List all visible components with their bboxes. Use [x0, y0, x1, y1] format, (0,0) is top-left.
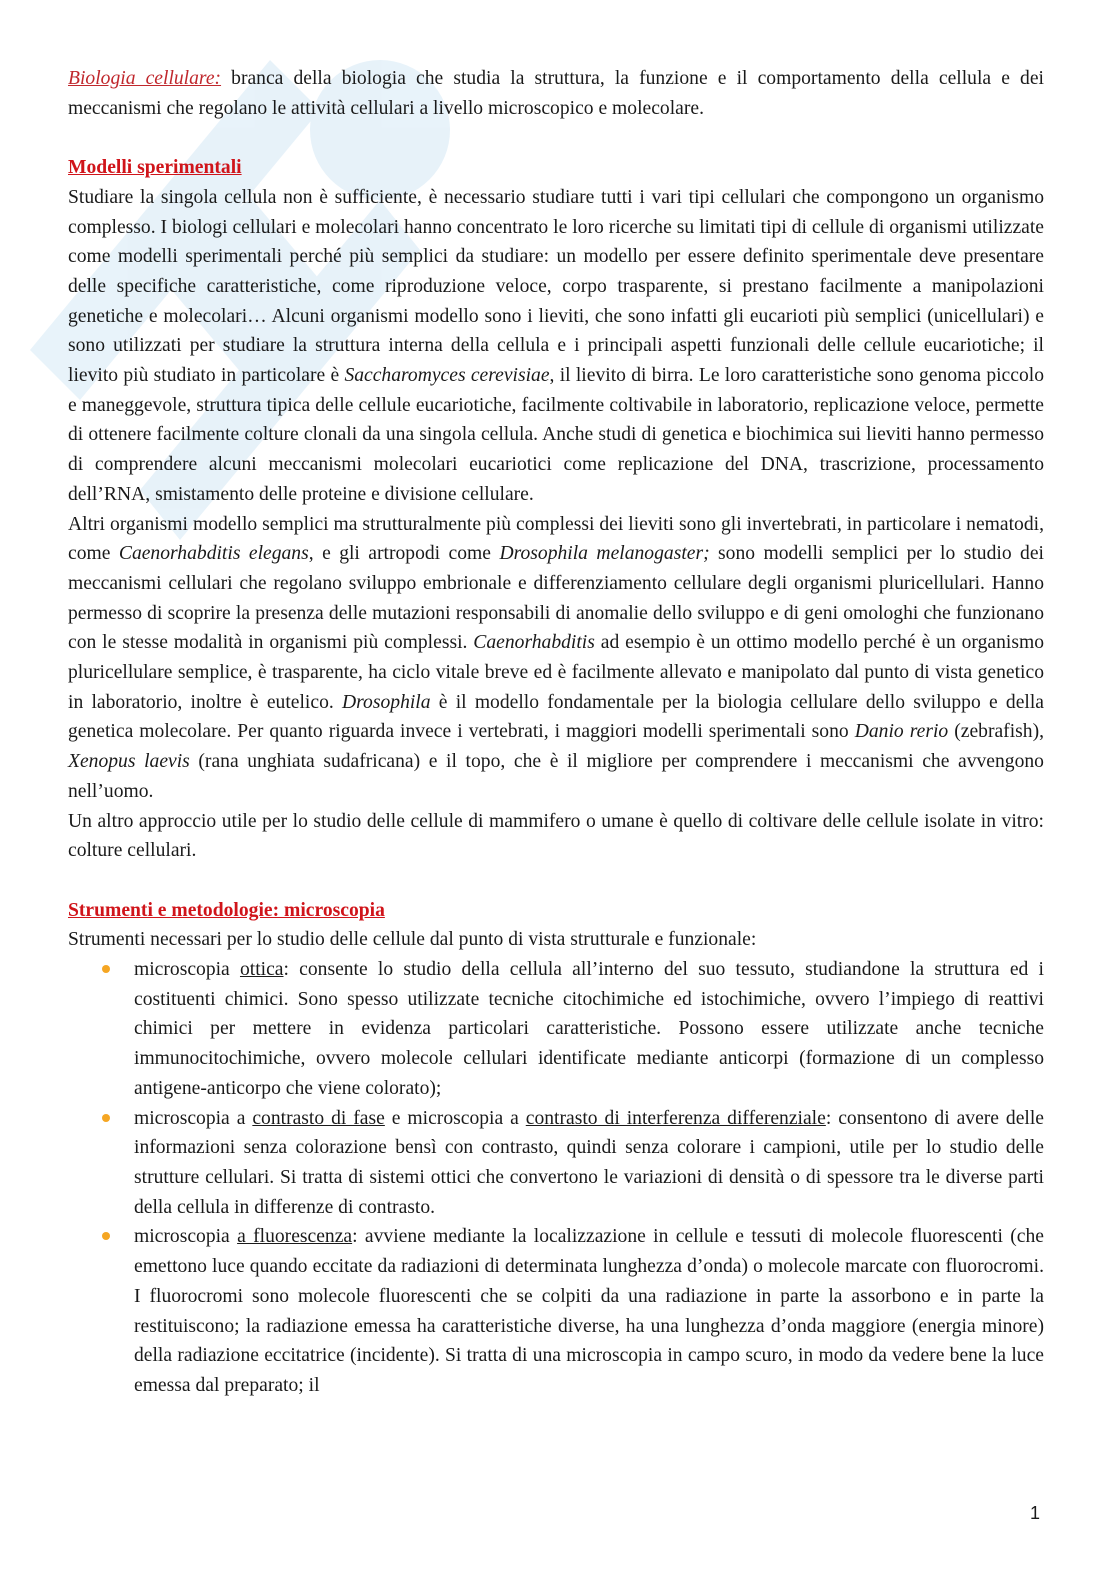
section-title: Strumenti e metodologie: microscopia [68, 899, 385, 921]
page-number: 1 [1029, 1503, 1040, 1523]
text-run: : avviene mediante la localizzazione in cellule e tessuti di molecole fluorescenti (che emettono luce quando eccitate da radiazioni di determinata lunghezza d’onda) o molecole marcate con fluorocromi. I fluorocromi sono molecole fluorescenti che se colpiti da una radiazione in parte la assorbono e in parte la restituiscono; la radiazione emessa ha caratteristiche diverse, ha una lunghezza d’onda maggiore (energia minore) della radiazione eccitatrice (incidente). Si tratta di una microscopia in campo scuro, in modo da vedere bene la luce emessa dal preparato; il [134, 1226, 1044, 1396]
text-run: microscopia [134, 959, 240, 981]
text-run: e microscopia a [384, 1107, 526, 1129]
species-name: Xenopus laevis [68, 751, 190, 773]
text-run: , il lievito di birra. Le loro caratteristiche sono genoma piccolo e maneggevole, struttura tipica delle cellule eucariotiche, facilmente coltivabile in laboratorio, replicazione veloce, permette di ottenere facilmente colture clonali da una singola cellula. Anche studi di genetica e biochimica sui lieviti hanno permesso di comprendere alcuni meccanismi molecolari eucariotici come replicazione del DNA, trascrizione, processamento dell’RNA, smistamento delle proteine e divisione cellulare. [68, 365, 1044, 505]
paragraph-colture: Un altro approccio utile per lo studio delle cellule di mammifero o umane è quello di coltivare delle cellule isolate in vitro: colture cellulari. [68, 810, 1044, 862]
text-run: : consente lo studio della cellula all’interno del suo tessuto, studiandone la struttura ed i costituenti chimici. Sono spesso utilizzate tecniche citochimiche ed istochimiche, ovvero l’impiego di reattivi chimici per mettere in evidenza particolari caratteristiche. Possono essere utilizzate anche tecniche immunocitochimiche, ovvero molecole cellulari identificate mediante anticorpi (formazione di un complesso antigene-anticorpo che viene colorato); [134, 959, 1044, 1099]
text-run: ad esempio è un ottimo modello perché è un organismo pluricellulare semplice, è trasparente, ha ciclo vitale breve ed è facilmente allevato e manipolato dal punto di vista genetico in laboratorio, inoltre è eutelico. [68, 632, 1044, 713]
species-name: Caenorhabditis elegans [118, 543, 309, 565]
list-item [134, 1104, 1044, 1223]
section-title: Modelli sperimentali [68, 157, 242, 179]
paragraph-lieviti [68, 183, 1044, 510]
spacer [68, 123, 1044, 153]
spacer [68, 866, 1044, 896]
text-run: Studiare la singola cellula non è sufficiente, è necessario studiare tutti i vari tipi cellulari che compongono un organismo complesso. I biologi cellulari e molecolari hanno concentrato le loro ricerche su limitati tipi di cellule di organismi utilizzate come modelli sperimentali perché più semplici da studiare: un modello per essere definito sperimentale deve presentare delle specifiche caratteristiche, come riproduzione veloce, corpo trasparente, si prestano facilmente a manipolazioni genetiche e molecolari… Alcuni organismi modello sono i lieviti, che sono infatti gli eucarioti più semplici (unicellulari) e sono utilizzati per studiare la struttura interna della cellula e i principali aspetti funzionali delle cellule eucariotiche; il lievito più studiato in particolare è [68, 186, 1044, 387]
text-run: Altri organismi modello semplici ma strutturalmente più complessi dei lieviti sono gli invertebrati, in particolare i nematodi, come [68, 513, 1044, 565]
section-heading-microscopia [68, 896, 1044, 926]
bullet-icon [102, 1114, 110, 1122]
microscopy-list [68, 955, 1044, 1401]
species-name: Drosophila [342, 691, 431, 713]
species-name: Caenorhabditis [473, 632, 595, 654]
paragraph-invertebrati [68, 510, 1044, 807]
document-page [68, 64, 1044, 1401]
text-run: : consentono di avere delle informazioni senza colorazione bensì con contrasto, quindi senza colorare i campioni, utile per lo studio delle strutture cellulari. Si tratta di sistemi ottici che convertono le variazioni di densità o di spessore tra le diverse parti della cellula in differenze di contrasto. [134, 1107, 1045, 1218]
intro-paragraph [68, 64, 1044, 123]
list-item [134, 955, 1044, 1104]
text-run: (rana unghiata sudafricana) e il topo, che è il migliore per comprendere i meccanismi che avvengono nell’uomo. [68, 751, 1044, 802]
bullet-icon [102, 965, 110, 973]
microscopy-intro: Strumenti necessari per lo studio delle cellule dal punto di vista strutturale e funzionale: [68, 929, 757, 951]
definition-term: Biologia cellulare: [68, 68, 222, 89]
text-run: (zebrafish), [948, 721, 1044, 743]
section-heading-modelli [68, 153, 1044, 183]
text-run: è il modello fondamentale per la biologia cellulare dello sviluppo e della genetica molecolare. Per quanto riguarda invece i vertebrati, i maggiori modelli sperimentali sono [68, 691, 1044, 743]
underlined-term: contrasto di fase [252, 1107, 385, 1129]
list-item [134, 1222, 1044, 1400]
species-name: Saccharomyces cerevisiae [344, 365, 550, 387]
underlined-term: a fluorescenza [237, 1226, 353, 1248]
text-run: sono modelli semplici per lo studio dei meccanismi cellulari che regolano sviluppo embrionale e differenziamento cellulare degli organismi pluricellulari. Hanno permesso di scoprire la presenza delle mutazioni responsabili di anomalie dello sviluppo e di geni omologhi che funzionano con le stesse modalità in organismi più complessi. [68, 543, 1044, 654]
underlined-term: contrasto di interferenza differenziale [525, 1107, 826, 1129]
underlined-term: ottica [239, 959, 284, 981]
intro-text: branca della biologia che studia la struttura, la funzione e il comportamento della cellula e dei meccanismi che regolano le attività cellulari a livello microscopico e molecolare. [68, 68, 1044, 119]
species-name: Drosophila melanogaster; [499, 543, 710, 565]
species-name: Danio rerio [854, 721, 949, 743]
bullet-icon [102, 1232, 110, 1240]
text-run: , e gli artropodi come [308, 543, 500, 565]
text-run: microscopia [134, 1226, 238, 1248]
text-run: microscopia a [134, 1107, 253, 1129]
